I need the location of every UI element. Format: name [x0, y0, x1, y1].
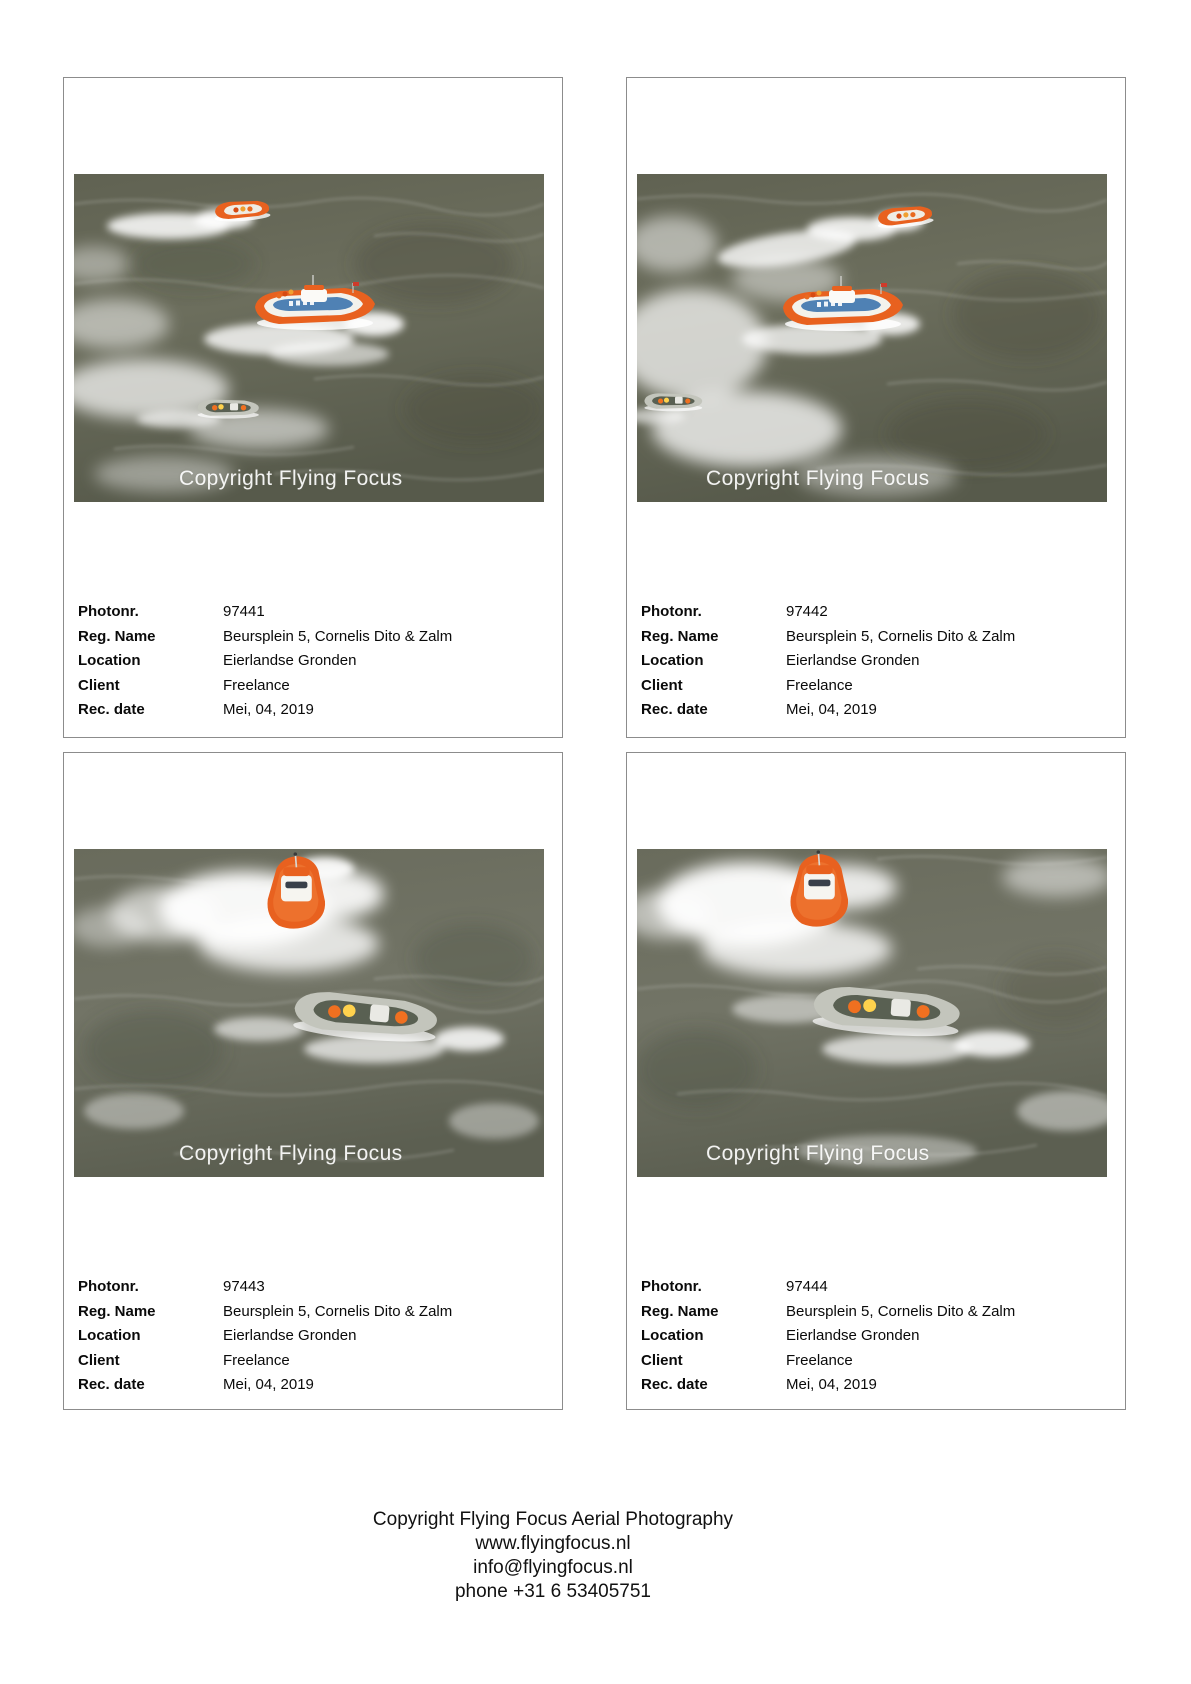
meta-value-location: Eierlandse Gronden — [223, 652, 357, 669]
photo-metadata — [641, 1275, 1111, 1398]
meta-value-reg-name: Beursplein 5, Cornelis Dito & Zalm — [786, 1302, 1016, 1320]
meta-label-photonr: Photonr. — [641, 603, 702, 620]
aerial-photo-graphic — [74, 849, 544, 1177]
meta-value-location: Eierlandse Gronden — [223, 1327, 357, 1344]
meta-row-client — [78, 674, 548, 699]
photo-97443 — [74, 849, 544, 1177]
rib-boat-graphic — [644, 393, 702, 411]
meta-row-reg-name — [641, 625, 1111, 650]
meta-value-client: Freelance — [223, 1351, 290, 1369]
meta-row-photonr — [641, 1275, 1111, 1300]
meta-label-reg-name: Reg. Name — [78, 627, 156, 645]
meta-label-location: Location — [641, 1327, 704, 1344]
meta-label-reg-name: Reg. Name — [641, 627, 719, 645]
meta-label-photonr: Photonr. — [641, 1278, 702, 1295]
meta-row-client — [641, 1349, 1111, 1374]
meta-row-location — [78, 1324, 548, 1349]
meta-row-location — [641, 649, 1111, 674]
meta-row-photonr — [78, 1275, 548, 1300]
meta-row-photonr — [78, 600, 548, 625]
meta-value-photonr: 97444 — [786, 1278, 828, 1295]
photo-card-2 — [626, 77, 1126, 738]
meta-label-client: Client — [78, 676, 120, 694]
meta-label-location: Location — [641, 652, 704, 669]
photo-card-3 — [63, 752, 563, 1410]
photo-97444 — [637, 849, 1107, 1177]
footer-website: www.flyingfocus.nl — [475, 1533, 631, 1554]
aerial-photo-graphic — [74, 174, 544, 502]
meta-label-rec-date: Rec. date — [641, 701, 708, 718]
meta-label-client: Client — [641, 676, 683, 694]
page-footer — [0, 1508, 1106, 1604]
meta-value-photonr: 97441 — [223, 603, 265, 620]
meta-value-photonr: 97442 — [786, 603, 828, 620]
photo-metadata — [641, 600, 1111, 723]
meta-label-photonr: Photonr. — [78, 1278, 139, 1295]
meta-row-photonr — [641, 600, 1111, 625]
meta-row-location — [641, 1324, 1111, 1349]
meta-value-rec-date: Mei, 04, 2019 — [223, 1376, 314, 1393]
meta-value-rec-date: Mei, 04, 2019 — [786, 1376, 877, 1393]
meta-value-reg-name: Beursplein 5, Cornelis Dito & Zalm — [223, 1302, 453, 1320]
meta-label-reg-name: Reg. Name — [78, 1302, 156, 1320]
meta-value-client: Freelance — [786, 676, 853, 694]
meta-value-reg-name: Beursplein 5, Cornelis Dito & Zalm — [223, 627, 453, 645]
meta-row-location — [78, 649, 548, 674]
photo-watermark: Copyright Flying Focus — [706, 1141, 930, 1165]
meta-label-client: Client — [78, 1351, 120, 1369]
meta-row-reg-name — [78, 625, 548, 650]
photo-97442 — [637, 174, 1107, 502]
meta-label-client: Client — [641, 1351, 683, 1369]
meta-label-location: Location — [78, 652, 141, 669]
meta-value-client: Freelance — [223, 676, 290, 694]
meta-row-reg-name — [78, 1300, 548, 1325]
meta-label-location: Location — [78, 1327, 141, 1344]
photo-metadata — [78, 600, 548, 723]
meta-value-rec-date: Mei, 04, 2019 — [786, 701, 877, 718]
meta-row-reg-name — [641, 1300, 1111, 1325]
meta-value-location: Eierlandse Gronden — [786, 1327, 920, 1344]
meta-row-rec-date — [641, 1373, 1111, 1398]
meta-label-photonr: Photonr. — [78, 603, 139, 620]
photo-card-1 — [63, 77, 563, 738]
photo-watermark: Copyright Flying Focus — [179, 1141, 403, 1165]
meta-label-rec-date: Rec. date — [641, 1376, 708, 1393]
meta-row-rec-date — [78, 698, 548, 723]
meta-value-reg-name: Beursplein 5, Cornelis Dito & Zalm — [786, 627, 1016, 645]
photo-card-4 — [626, 752, 1126, 1410]
meta-value-rec-date: Mei, 04, 2019 — [223, 701, 314, 718]
meta-label-reg-name: Reg. Name — [641, 1302, 719, 1320]
meta-row-client — [78, 1349, 548, 1374]
photo-metadata — [78, 1275, 548, 1398]
meta-label-rec-date: Rec. date — [78, 1376, 145, 1393]
photo-watermark: Copyright Flying Focus — [179, 466, 403, 490]
meta-value-client: Freelance — [786, 1351, 853, 1369]
photo-97441 — [74, 174, 544, 502]
aerial-photo-graphic — [637, 174, 1107, 502]
aerial-photo-graphic — [637, 849, 1107, 1177]
meta-row-rec-date — [78, 1373, 548, 1398]
footer-email: info@flyingfocus.nl — [473, 1557, 633, 1578]
meta-row-client — [641, 674, 1111, 699]
meta-value-photonr: 97443 — [223, 1278, 265, 1295]
footer-copyright: Copyright Flying Focus Aerial Photography — [372, 1509, 734, 1530]
rib-boat-graphic — [198, 400, 259, 419]
footer-phone: phone +31 6 53405751 — [454, 1581, 651, 1602]
photo-watermark: Copyright Flying Focus — [706, 466, 930, 490]
meta-row-rec-date — [641, 698, 1111, 723]
meta-label-rec-date: Rec. date — [78, 701, 145, 718]
meta-value-location: Eierlandse Gronden — [786, 652, 920, 669]
